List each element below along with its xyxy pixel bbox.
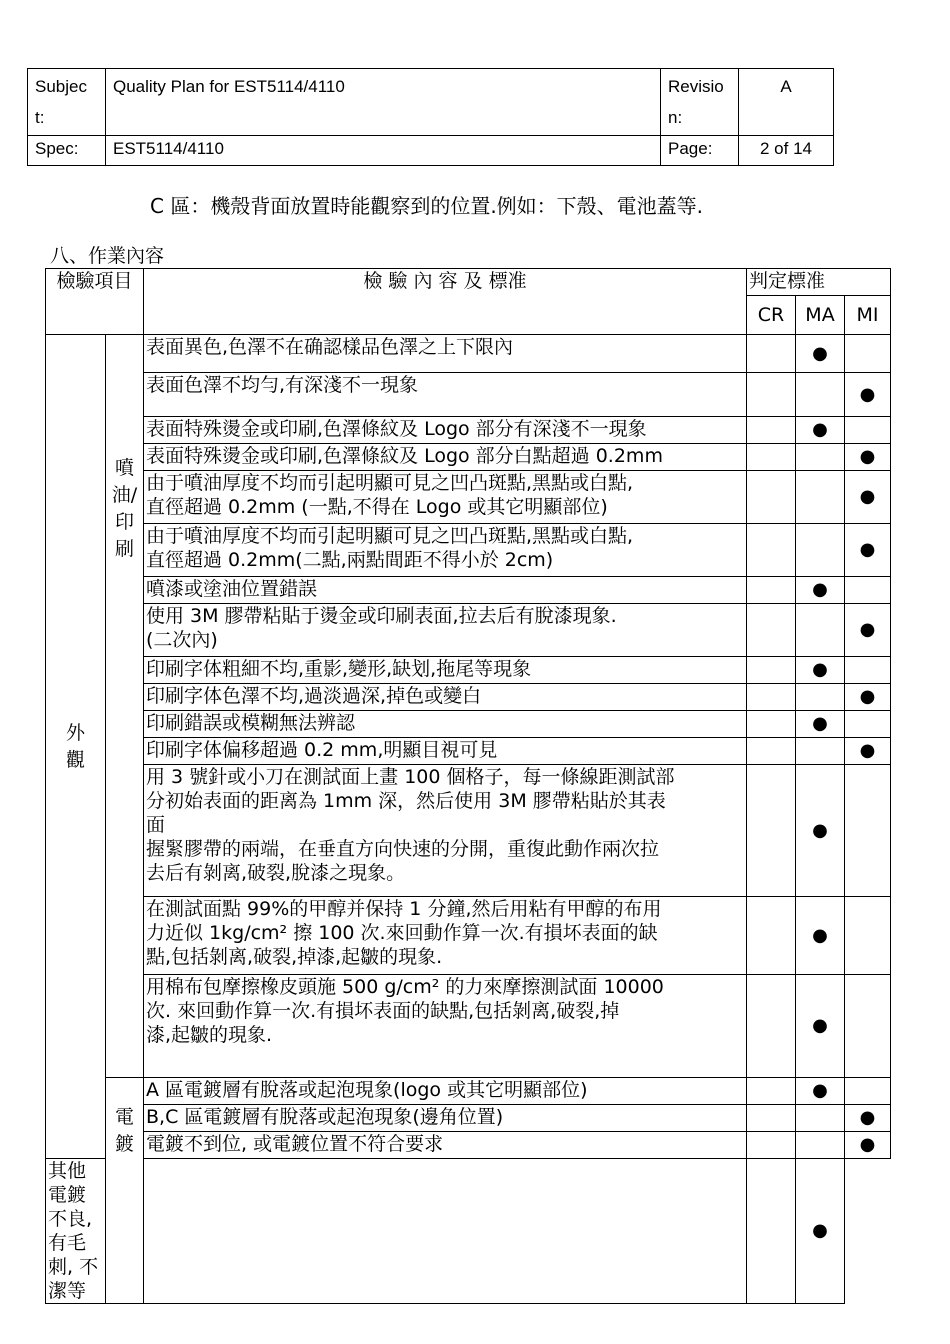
spray-print-row [46,738,891,765]
severity-cr-cell [747,444,796,471]
spray-print-row [46,657,891,684]
criterion-text: 用 3 號針或小刀在測試面上畫 100 個格子，每一條線距測試部 分初始表面的距离為 1mm 深，然后使用 3M 膠帶粘貼於其表 面 握緊膠帶的兩端，在垂直方向快速的分開，重復此動作兩次拉 去后有剝离,破裂,脫漆之現象。 [144,765,747,897]
subject-label: Subjec t: [28,69,106,136]
severity-dot-icon: ● [812,342,828,364]
severity-ma-cell [796,1078,845,1105]
severity-cr-cell [747,765,796,897]
spray-print-row [46,471,891,524]
severity-dot-icon: ● [812,924,828,946]
severity-mi-cell [845,1132,891,1159]
criterion-text: 印刷字体偏移超過 0.2 mm,明顯目視可見 [144,738,747,765]
criterion-text: 表面特殊燙金或印刷,色澤條紋及 Logo 部分白點超過 0.2mm [144,444,747,471]
severity-ma-cell [796,373,845,417]
severity-mi-cell [845,524,891,577]
header-mi: MI [845,296,891,335]
severity-ma-cell [796,975,845,1078]
severity-dot-icon: ● [859,486,876,507]
severity-cr-cell [747,657,796,684]
severity-dot-icon: ● [812,713,828,734]
severity-mi-cell [845,335,891,373]
severity-ma-cell [796,604,845,657]
group-plating: 電 鍍 [106,1078,144,1304]
header-judgement: 判定標准 [747,269,891,296]
severity-mi-cell [845,471,891,524]
spray-print-row [46,711,891,738]
spray-print-row [46,765,891,897]
severity-ma-cell [796,765,845,897]
spray-print-row [46,577,891,604]
severity-dot-icon: ● [812,1220,828,1241]
revision-value: A [739,69,834,136]
severity-ma-cell [796,471,845,524]
criterion-text: A 區電鍍層有脫落或起泡現象(logo 或其它明顯部位) [144,1078,747,1105]
severity-cr-cell [747,1132,796,1159]
header-cr: CR [747,296,796,335]
severity-ma-cell [796,738,845,765]
spec-value: EST5114/4110 [106,136,661,166]
plating-row [46,1105,891,1132]
header-inspection-item: 檢驗項目 [46,269,144,335]
criterion-text: 由于噴油厚度不均而引起明顯可見之凹凸斑點,黑點或白點, 直徑超過 0.2mm (一點,不得在 Logo 或其它明顯部位) [144,471,747,524]
criterion-text: 由于噴油厚度不均而引起明顯可見之凹凸斑點,黑點或白點, 直徑超過 0.2mm(二點,兩點間距不得小於 2cm) [144,524,747,577]
severity-ma-cell [796,1132,845,1159]
header-ma: MA [796,296,845,335]
subject-value: Quality Plan for EST5114/4110 [106,69,661,136]
inspection-table [45,268,891,1304]
severity-dot-icon: ● [859,740,876,761]
severity-cr-cell [747,524,796,577]
group-appearance: 外 觀 [46,335,106,1159]
criterion-text: 用棉布包摩擦橡皮頭施 500 g/cm² 的力來摩擦測試面 10000 次. 來回動作算一次.有損坏表面的缺點,包括剝离,破裂,掉 漆,起皺的現象. [144,975,747,1078]
criterion-text: 使用 3M 膠帶粘貼于燙金或印刷表面,拉去后有脫漆現象. (二次內) [144,604,747,657]
severity-dot-icon: ● [859,686,876,707]
severity-dot-icon: ● [859,383,876,405]
page-label: Page: [661,136,739,166]
severity-ma-cell [796,1105,845,1132]
severity-ma-cell [747,1159,796,1304]
severity-mi-cell [845,711,891,738]
criterion-text: 印刷字体粗細不均,重影,變形,缺划,拖尾等現象 [144,657,747,684]
severity-mi-cell [845,444,891,471]
severity-ma-cell [796,657,845,684]
criterion-text: 噴漆或塗油位置錯誤 [144,577,747,604]
severity-mi-cell [845,975,891,1078]
severity-cr-cell [747,711,796,738]
severity-mi-cell [845,738,891,765]
spray-print-row [46,373,891,417]
group-spray-print: 噴 油/ 印 刷 [106,335,144,1078]
severity-ma-cell [796,577,845,604]
section-title: 八、作業內容 [50,245,165,267]
page-value: 2 of 14 [739,136,834,166]
spray-print-row [46,335,891,373]
severity-ma-cell [796,335,845,373]
severity-dot-icon: ● [812,819,828,841]
severity-dot-icon: ● [812,1015,828,1036]
severity-dot-icon: ● [859,1107,876,1128]
zone-c-description: C 區：機殼背面放置時能觀察到的位置.例如：下殼、電池蓋等. [150,194,704,218]
severity-cr-cell [747,373,796,417]
severity-mi-cell [845,1105,891,1132]
spray-print-row [46,417,891,444]
criterion-text: 表面特殊燙金或印刷,色澤條紋及 Logo 部分有深淺不一現象 [144,417,747,444]
criterion-text: 表面色澤不均勻,有深淺不一現象 [144,373,747,417]
spray-print-row [46,975,891,1078]
severity-cr-cell [747,1078,796,1105]
spray-print-row [46,524,891,577]
severity-dot-icon: ● [859,1134,876,1155]
severity-mi-cell [845,684,891,711]
severity-ma-cell [796,711,845,738]
criterion-text: 表面異色,色澤不在确認樣品色澤之上下限內 [144,335,747,373]
severity-mi-cell [796,1159,845,1304]
severity-cr-cell [747,577,796,604]
severity-dot-icon: ● [812,579,828,600]
header-inspection-content: 檢 驗 內 容 及 標准 [144,269,747,335]
severity-mi-cell [845,657,891,684]
severity-dot-icon: ● [812,419,828,440]
severity-ma-cell [796,897,845,975]
spec-label: Spec: [28,136,106,166]
criterion-text: 其他電鍍不良, 有毛刺, 不潔等 [46,1159,106,1304]
severity-dot-icon: ● [859,539,876,560]
severity-dot-icon: ● [812,659,828,680]
severity-ma-cell [796,684,845,711]
severity-mi-cell [845,604,891,657]
severity-cr-cell [747,1105,796,1132]
severity-dot-icon: ● [859,619,876,640]
spray-print-row [46,897,891,975]
spray-print-row [46,684,891,711]
criterion-text: 電鍍不到位, 或電鍍位置不符合要求 [144,1132,747,1159]
severity-cr-cell [747,975,796,1078]
criterion-text: 印刷字体色澤不均,過淡過深,掉色或變白 [144,684,747,711]
criterion-text: 印刷錯誤或模糊無法辨認 [144,711,747,738]
severity-cr-cell [747,417,796,444]
severity-dot-icon: ● [859,446,876,467]
severity-ma-cell [796,444,845,471]
criterion-text: B,C 區電鍍層有脫落或起泡現象(邊角位置) [144,1105,747,1132]
plating-row [46,1078,891,1105]
spray-print-row [46,604,891,657]
severity-dot-icon: ● [812,1080,828,1101]
severity-cr-cell [747,604,796,657]
plating-row [46,1159,891,1304]
severity-cr-cell [144,1159,747,1304]
criterion-text: 在測試面點 99%的甲醇并保持 1 分鐘,然后用粘有甲醇的布用 力近似 1kg/cm² 擦 100 次.來回動作算一次.有損坏表面的缺 點,包括剝离,破裂,掉漆,起皺的現象. [144,897,747,975]
severity-ma-cell [796,524,845,577]
severity-mi-cell [845,417,891,444]
spray-print-row [46,444,891,471]
severity-mi-cell [845,577,891,604]
plating-row [46,1132,891,1159]
severity-cr-cell [747,897,796,975]
revision-label: Revisio n: [661,69,739,136]
severity-cr-cell [747,471,796,524]
severity-mi-cell [845,765,891,897]
severity-mi-cell [845,1078,891,1105]
severity-cr-cell [747,335,796,373]
severity-cr-cell [747,738,796,765]
severity-mi-cell [845,373,891,417]
severity-mi-cell [845,897,891,975]
document-header-table [27,68,834,166]
severity-cr-cell [747,684,796,711]
severity-ma-cell [796,417,845,444]
